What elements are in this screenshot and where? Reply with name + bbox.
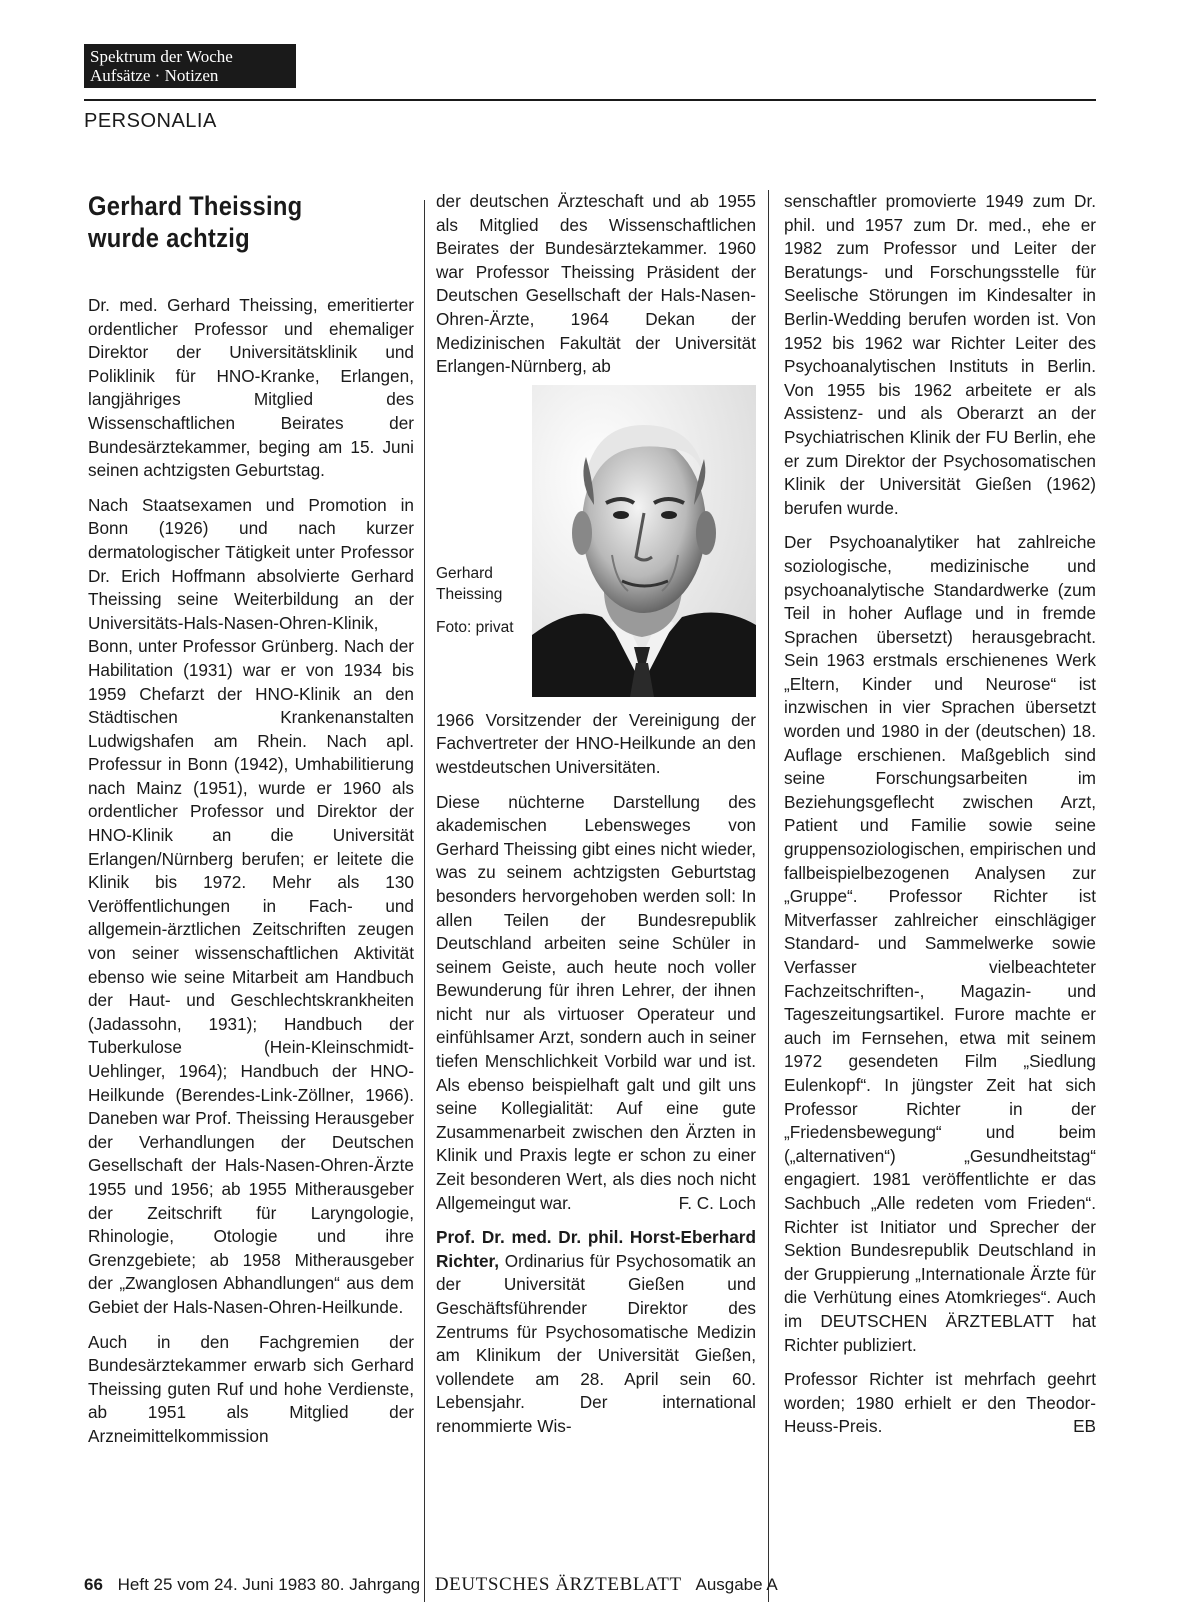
article1-paragraph-3: Auch in den Fachgremien der Bundesärztekammer erwarb sich Gerhard Theissing guten Ruf und hohe Verdienste, ab 1951 als Mitglied der Arzneimittelkommission xyxy=(88,1331,414,1446)
photo-block xyxy=(436,385,756,697)
article2-paragraph-1-continued: senschaftler promovierte 1949 zum Dr. phil. und 1957 zum Dr. med., ehe er 1982 zum Professor und Leiter der Beratungs- und Forschungsstelle für Seelische Störungen im Kindesalter in Berlin-Wedding berufen worden ist. Von 1952 bis 1962 war Richter Leiter des Psychoanalytischen Instituts in Berlin. Von 1955 bis 1962 arbeitete er als Assistenz- und als Oberarzt an der Psychiatrischen Klinik der FU Berlin, ehe er zum Direktor der Psychosomatischen Klinik der Universität Gießen (1962) berufen wurde. xyxy=(784,191,1096,518)
photo-caption-name: Gerhard Theissing xyxy=(436,564,503,603)
article2-paragraph-1-text: Ordinarius für Psychosomatik an der Universität Gießen und Geschäftsführender Direktor des Zentrums für Psychosomatische Medizin am Klinikum der Universität Gießen, vollendete am 28. April sein 60. Lebensjahr. Der international renommierte Wis- xyxy=(436,1250,756,1436)
column-2 xyxy=(436,190,756,1450)
column-divider-1 xyxy=(424,200,425,1602)
article2-paragraph-3-text: Professor Richter ist mehrfach geehrt worden; 1980 erhielt er den Theodor-Heuss-Preis. xyxy=(784,1369,1096,1437)
portrait-photo xyxy=(532,385,756,697)
edition: Ausgabe A xyxy=(695,1575,778,1594)
page-footer xyxy=(84,1574,778,1596)
article2-paragraph-3 xyxy=(784,1368,1096,1439)
article2-lead-name: Prof. Dr. med. Dr. phil. Horst-Eberhard Richter, xyxy=(436,1227,756,1271)
section-label-line2: Aufsätze · Notizen xyxy=(90,66,219,85)
article2-paragraph-2: Der Psychoanalytiker hat zahlreiche soziologische, medizinische und psychoanalytische Standardwerke (zum Teil in hoher Auflage und in fremde Sprachen übersetzt) herausgebracht. Sein 1963 erstmals erschienenes Werk „Eltern, Kinder und Neurose“ ist inzwischen in vier Sprachen übersetzt worden und 1980 in der (deutschen) 18. Auflage erschienen. Maßgeblich sind seine Forschungsarbeiten im Beziehungsgeflecht zwischen Arzt, Patient und Familie sowie seine gruppensoziologischen, empirischen und fallbeispielbezogenen Analysen zur „Gruppe“. Professor Richter ist Mitverfasser zahlreicher einschlägiger Standard- und Sammelwerke sowie Verfasser vielbeachteter Fachzeitschriften-, Magazin- und Tageszeitungsartikel. Furore machte er auch im Fernsehen, etwa mit seinem 1972 gesendeten Film „Siedlung Eulenkopf“. In jüngster Zeit hat sich Professor Richter in der „Friedensbewegung“ und beim („alternativen“) „Gesundheitstag“ engagiert. 1981 veröffentlichte er das Sachbuch „Alle redeten vom Frieden“. Richter ist Initiator und Sprecher der Sektion Bundesrepublik Deutschland in der Gruppierung „Internationale Ärzte für die Verhütung eines Atomkrieges“. Auch im DEUTSCHEN ÄRZTEBLATT hat Richter publiziert. xyxy=(784,532,1096,1355)
article1-paragraph-4 xyxy=(436,791,756,1216)
article1-signature: F. C. Loch xyxy=(678,1192,756,1213)
article2-paragraph-1 xyxy=(436,1226,756,1438)
article1-paragraph-4-text: Diese nüchterne Darstellung des akademischen Lebensweges von Gerhard Theissing gibt eines nicht wieder, was zu seinem achtzigsten Geburtstag besonders hervorgehoben werden soll: In allen Teilen der Bundesrepublik Deutschland arbeiten seine Schüler in seinem Geiste, auch heute noch voller Bewunderung für ihren Lehrer, der ihnen nicht nur als virtuoser Operateur und einfühlsamer Arzt, sondern auch in seiner tiefen Menschlichkeit Vorbild war und ist. Als ebenso beispielhaft galt und gilt uns seine Kollegialität: Auf eine gute Zusammenarbeit zwischen den Ärzten in Klinik und Praxis legte er schon zu einer Zeit besonderen Wert, als dies noch nicht Allgemeingut war. xyxy=(436,791,756,1213)
section-label-line1: Spektrum der Woche xyxy=(90,47,233,66)
column-divider-2 xyxy=(768,190,769,1602)
portrait-image xyxy=(532,385,756,697)
article1-paragraph-3-continued: der deutschen Ärzteschaft und ab 1955 als Mitglied des Wissenschaftlichen Beirates der Bundesärztekammer. 1960 war Professor Theissing Präsident der Deutschen Gesellschaft der Hals-Nasen-Ohren-Ärzte, 1964 Dekan der Medizinischen Fakultät der Universität Erlangen-Nürnberg, ab xyxy=(436,191,756,377)
article1-paragraph-2: Nach Staatsexamen und Promotion in Bonn (1926) und nach kurzer dermatologischer Tätigkeit unter Professor Dr. Erich Hoffmann absolvierte Gerhard Theissing seine Weiterbildung an der Universitäts-Hals-Nasen-Ohren-Klinik, Bonn, unter Professor Grünberg. Nach der Habilitation (1931) war er von 1934 bis 1959 Chefarzt der HNO-Klinik an den Städtischen Krankenanstalten Ludwigshafen am Rhein. Nach apl. Professur in Bonn (1942), Umhabilitierung nach Mainz (1951), wurde er 1960 als ordentlicher Professor und Direktor der HNO-Klinik an die Universität Erlangen/Nürnberg berufen; er leitete die Klinik bis 1972. Mehr als 130 Veröffentlichungen in Fach- und allgemein-ärztlichen Zeitschriften zeugen von seiner wissenschaftlichen Aktivität ebenso wie seine Mitarbeit am Handbuch der Haut- und Geschlechtskrankheiten (Jadassohn, 1931); Handbuch der Tuberkulose (Hein-Kleinschmidt-Uehlinger, 1964); Handbuch der HNO-Heilkunde (Berendes-Link-Zöllner, 1966). Daneben war Prof. Theissing Herausgeber der Verhandlungen der Deutschen Gesellschaft der Hals-Nasen-Ohren-Ärzte 1955 und 1956; ab 1955 Mitherausgeber der Zeitschrift für Laryngologie, Rhinologie, Otologie und ihre Grenzgebiete; ab 1958 Mitherausgeber der „Zwanglosen Abhandlungen“ aus dem Gebiet der Hals-Nasen-Ohren-Heilkunde. xyxy=(88,494,414,1317)
headline-line2: wurde achtzig xyxy=(88,223,250,253)
article2-signature: EB xyxy=(1073,1416,1096,1437)
photo-caption xyxy=(436,385,532,697)
column-3 xyxy=(784,190,1096,1450)
headline-line1: Gerhard Theissing xyxy=(88,191,303,221)
article1-paragraph-1: Dr. med. Gerhard Theissing, emeritierter ordentlicher Professor und ehemaliger Direktor der Universitätsklinik und Poliklinik für HNO-Kranke, Erlangen, langjähriges Mitglied des Wissenschaftlichen Beirates der Bundesärztekammer, beging am 15. Juni seinen achtzigsten Geburtstag. xyxy=(88,295,414,481)
header-rule xyxy=(84,99,1096,101)
article-headline xyxy=(88,190,414,254)
photo-credit: Foto: privat xyxy=(436,618,514,636)
journal-name: DEUTSCHES ÄRZTEBLATT xyxy=(434,1574,682,1595)
section-label xyxy=(84,44,296,88)
column-1 xyxy=(88,190,414,1460)
issue-info: Heft 25 vom 24. Juni 1983 80. Jahrgang xyxy=(117,1575,421,1594)
article1-paragraph-3-end: 1966 Vorsitzender der Vereinigung der Fachvertreter der HNO-Heilkunde an den westdeutschen Universitäten. xyxy=(436,709,756,777)
page-number: 66 xyxy=(84,1575,103,1594)
kicker: PERSONALIA xyxy=(84,110,217,132)
